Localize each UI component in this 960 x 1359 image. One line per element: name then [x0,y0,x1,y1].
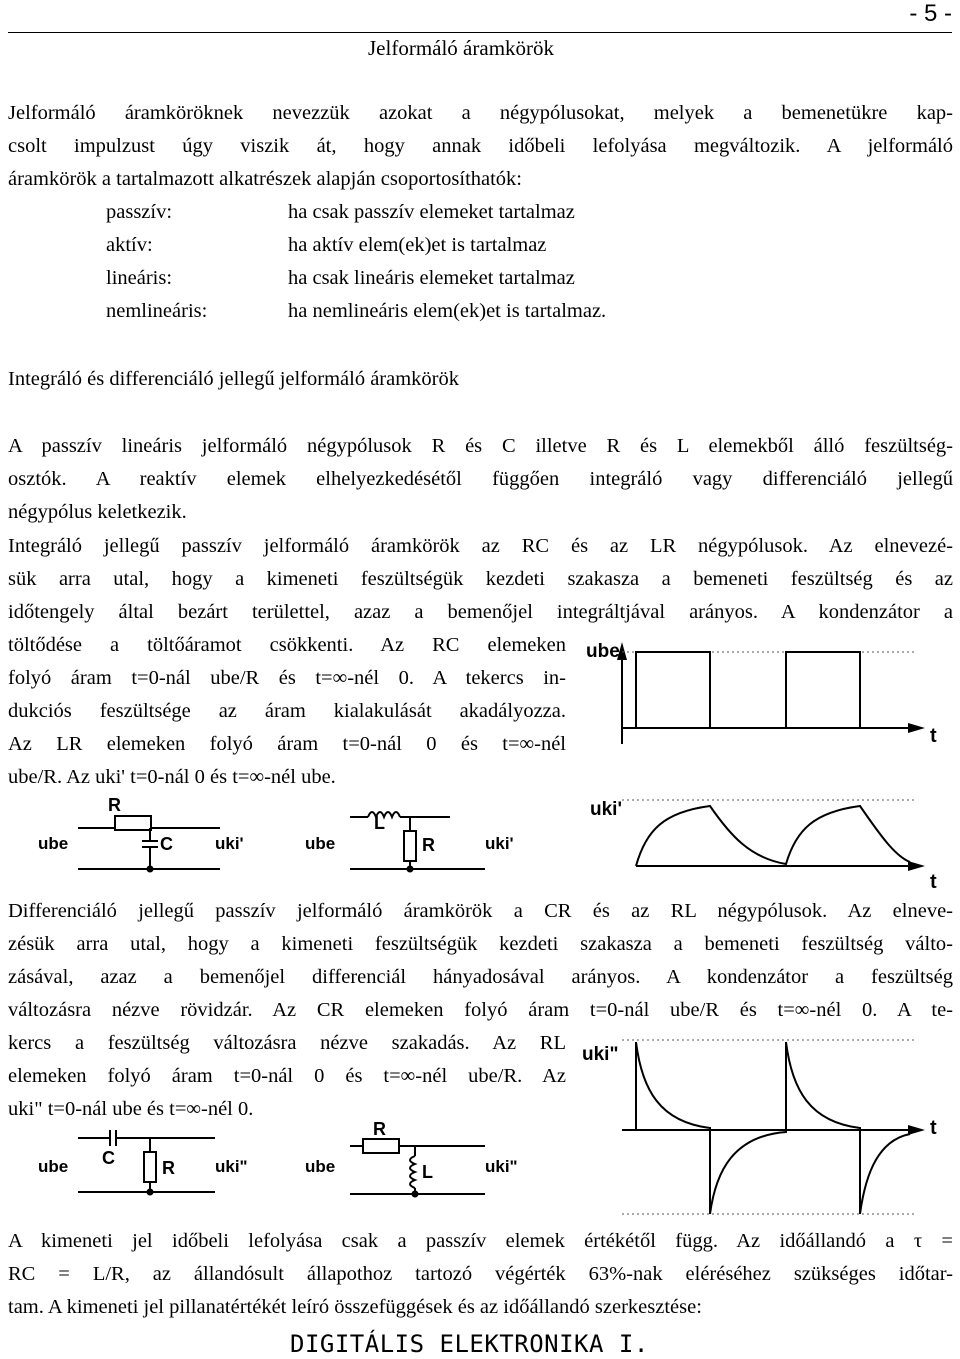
t-label: t [930,725,937,747]
uki1-label: uki' [215,834,244,853]
definition-term: lineáris: [106,267,173,289]
footer: DIGITÁLIS ELEKTRONIKA I. [290,1330,649,1358]
resistor-label: R [373,1122,386,1139]
t-label: t [930,871,937,892]
paragraph-line: Integráló jellegű passzív jelformáló áramkörök az RC és az LR négypólusok. Az elnevezé- [8,535,953,557]
definition-term: nemlineáris: [106,300,208,322]
intro-line: áramkörök a tartalmazott alkatrészek alapján csoportosíthatók: [8,168,523,190]
uki1-label: uki' [485,834,514,853]
paragraph-line: dukciós feszültsége az áram kialakulását akadályozza. [8,700,566,722]
integrator-schematics [30,795,530,890]
uki1-time-arrow [908,861,925,871]
ube-label: ube [38,1157,69,1176]
ube-label: ube [586,641,620,662]
paragraph-line: osztók. A reaktív elemek elhelyezkedésétől függően integráló vagy differenciáló jellegű [8,468,953,490]
resistor-symbol [115,816,151,830]
junction-dot [408,867,413,872]
paragraph-line: Az LR elemeken folyó áram t=0-nál 0 és t=∞-nél [8,733,566,755]
paragraph-line: tam. A kimeneti jel pillanatértékét leíró összefüggések és az időállandó szerkesztése: [8,1296,702,1318]
inductor-symbol [410,1156,415,1188]
resistor-label: R [108,795,121,815]
ube-plot [586,641,937,747]
differentiator-waveform [580,1030,950,1220]
intro-line: csolt impulzust úgy viszik át, hogy annak időbeli lefolyása megváltozik. A jelformáló [8,135,953,157]
uki1-label: uki' [590,799,622,820]
paragraph-line: töltődése a töltőáramot csökkenti. Az RC elemeken [8,634,566,656]
paragraph-line: négypólus keletkezik. [8,501,187,523]
header-rule [8,32,952,33]
rc-integrator [78,816,220,872]
definition-term: aktív: [106,234,153,256]
definition-text: ha csak lineáris elemeket tartalmaz [288,267,575,289]
paragraph-line: uki" t=0-nál ube és t=∞-nél 0. [8,1098,254,1120]
uki1-plot [590,799,937,892]
t-label: t [930,1117,937,1139]
lr-integrator [350,812,485,872]
integrator-waveforms [580,630,950,892]
paragraph-line: folyó áram t=0-nál ube/R és t=∞-nél 0. A tekercs in- [8,667,566,689]
paragraph-line: elemeken folyó áram t=0-nál 0 és t=∞-nél ube/R. Az [8,1065,566,1087]
resistor-label: R [162,1158,175,1178]
page-number: - 5 - [909,0,952,27]
uki2-curve [636,1042,910,1214]
capacitor-label: C [102,1148,115,1168]
rl-differentiator [350,1139,485,1197]
ube-time-arrow [908,723,925,733]
paragraph-line: RC = L/R, az állandósult állapothoz tartozó végérték 63%-nak eléréséhez szükséges időtar- [8,1263,953,1285]
paragraph-line: változásra nézve rövidzár. Az CR elemeken folyó áram t=0-nál ube/R és t=∞-nél 0. A te- [8,999,953,1021]
inductor-label: L [422,1162,433,1182]
uki2-label: uki" [485,1157,518,1176]
junction-dot [148,1190,153,1195]
paragraph-line: A kimeneti jel időbeli lefolyása csak a passzív elemek értékétől függ. Az időállandó a τ = [8,1230,953,1252]
uki1-curve [636,806,910,866]
section-heading: Integráló és differenciáló jellegű jelformáló áramkörök [8,368,459,390]
resistor-symbol [363,1139,399,1153]
uki2-time-arrow [908,1125,925,1135]
definition-text: ha csak passzív elemeket tartalmaz [288,201,575,223]
differentiator-schematics [30,1122,530,1202]
paragraph-line: ube/R. Az uki' t=0-nál 0 és t=∞-nél ube. [8,766,336,788]
ube-label: ube [38,834,69,853]
intro-line: Jelformáló áramköröknek nevezzük azokat a négypólusokat, melyek a bemenetükre kap- [8,102,953,124]
resistor-symbol [144,1152,156,1182]
cr-differentiator [78,1130,215,1195]
uki2-label: uki" [582,1044,619,1065]
paragraph-line: időtengely által bezárt területtel, azaz a bemenőjel integráltjával arányos. A kondenzátor a [8,601,953,623]
paragraph-line: A passzív lineáris jelformáló négypólusok R és C illetve R és L elemekből álló feszültség- [8,435,953,457]
uki2-label: uki" [215,1157,248,1176]
paragraph-line: zásával, azaz a bemenőjel differenciál hányadosával arányos. A kondenzátor a feszültség [8,966,953,988]
resistor-label: R [422,835,435,855]
paragraph-line: Differenciáló jellegű passzív jelformáló áramkörök a CR és az RL négypólusok. Az elneve- [8,900,953,922]
resistor-symbol [404,831,416,861]
paragraph-line: sük arra utal, hogy a kimeneti feszültségük kezdeti szakasza a bemeneti feszültség és az [8,568,953,590]
junction-dot [413,1192,418,1197]
definition-term: passzív: [106,201,173,223]
definition-text: ha aktív elem(ek)et is tartalmaz [288,234,547,256]
ube-label: ube [305,1157,336,1176]
ube-label: ube [305,834,336,853]
definition-text: ha nemlineáris elem(ek)et is tartalmaz. [288,300,607,322]
inductor-label: L [374,813,385,833]
ube-square-wave [636,652,910,728]
page-title: Jelformáló áramkörök [368,36,555,60]
paragraph-line: zésük arra utal, hogy a kimeneti feszültségük kezdeti szakasza a bemeneti feszültség válto- [8,933,953,955]
junction-dot [148,867,153,872]
paragraph-line: kercs a feszültség változásra nézve szakadás. Az RL [8,1032,566,1054]
capacitor-label: C [160,834,173,854]
